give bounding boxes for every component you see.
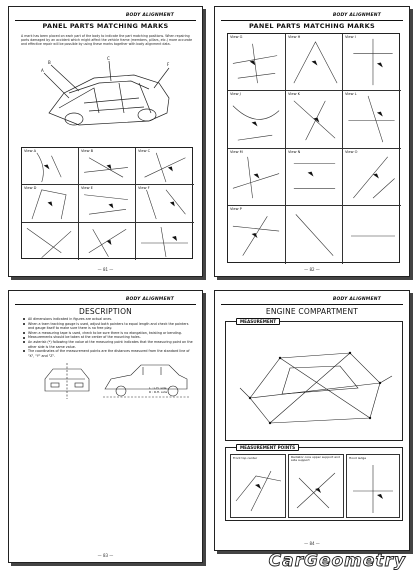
view-label: View M <box>230 150 243 154</box>
legend-item: R : R.H. side <box>149 389 168 394</box>
svg-text:B: B <box>48 60 51 65</box>
page-panel-marks-2 <box>214 6 410 277</box>
page-header <box>215 7 409 29</box>
point-detail <box>288 454 344 518</box>
engine-bay-diagram <box>230 328 398 436</box>
views-grid <box>21 147 193 259</box>
car-front-diagram <box>37 361 97 401</box>
page-title: PANEL PARTS MATCHING MARKS <box>42 22 169 30</box>
intro-paragraph: A mark has been placed on each part of the body to indicate the part matching positions. When repairing parts damaged by an accident which might affect the vehicle frame (members, pillars, etc.) more accurate and effective repair will be possible by using these marks together with body alignment data. <box>21 34 193 47</box>
view-cell <box>79 148 136 185</box>
page-title: ENGINE COMPARTMENT <box>265 307 359 316</box>
bullet-item: All dimensions indicated in figures are actual ones. <box>23 317 195 322</box>
point-detail <box>346 454 400 518</box>
description-bullets <box>23 317 195 358</box>
bullet-item: The coordinates of the measurement points are the distances measured from the standard line of "X", "Y" and "Z". <box>23 349 195 358</box>
view-cell <box>228 206 286 264</box>
measurement-panel <box>225 321 403 441</box>
section-label: BODY ALIGNMENT <box>125 13 174 18</box>
view-cell <box>22 148 79 185</box>
views-grid <box>227 33 400 263</box>
view-cell <box>343 34 401 91</box>
page-number: — 84 — <box>304 541 320 546</box>
view-label: View L <box>345 92 357 96</box>
page-number: — 81 — <box>97 267 114 272</box>
page-title: PANEL PARTS MATCHING MARKS <box>249 22 375 30</box>
bullet-item: An asterisk (*) following the value at the measuring point indicates that the measuring point on the other side is the same value. <box>23 340 195 349</box>
view-label: View D <box>24 186 37 190</box>
view-cell <box>343 91 401 149</box>
bullet-item: When a measuring tape is used, check to be sure there is no elongation, twisting or bending. <box>23 331 195 336</box>
legend-item: L : L.H. side <box>149 386 167 390</box>
view-cell <box>286 149 343 206</box>
point-label: Front top center <box>233 456 258 460</box>
view-cell <box>22 223 79 260</box>
view-label: View P <box>230 207 242 211</box>
page-description <box>8 290 203 563</box>
svg-text:C: C <box>107 56 110 61</box>
view-label: View F <box>138 186 150 190</box>
bullet-item: When a tram tracking gauge is used, adjust both pointers to equal length and check the pointers and gauge itself to make sure there is no free play. <box>23 322 195 331</box>
view-cell <box>286 91 343 149</box>
view-cell <box>136 223 194 260</box>
view-cell <box>228 91 286 149</box>
view-cell <box>343 206 401 264</box>
view-label: View O <box>345 150 358 154</box>
view-label: View C <box>138 149 151 153</box>
view-label: View B <box>81 149 94 153</box>
measurement-heading: MEASUREMENT <box>236 318 280 325</box>
header-rule <box>15 20 196 21</box>
section-label: BODY ALIGNMENT <box>332 13 381 18</box>
view-cell <box>228 149 286 206</box>
svg-text:A: A <box>41 68 44 73</box>
point-detail <box>230 454 286 518</box>
view-label: View G <box>230 35 243 39</box>
page-engine-compartment <box>214 290 410 551</box>
view-cell <box>136 148 194 185</box>
view-label: View J <box>230 92 241 96</box>
view-cell <box>22 185 79 223</box>
view-cell <box>228 34 286 91</box>
car-body-illustration <box>39 53 179 135</box>
page-panel-marks-1 <box>8 6 203 277</box>
view-cell <box>286 34 343 91</box>
view-label: View K <box>288 92 301 96</box>
view-label: View I <box>345 35 356 39</box>
section-label: BODY ALIGNMENT <box>125 297 174 302</box>
view-cell <box>79 185 136 223</box>
view-label: View A <box>24 149 37 153</box>
point-label: Radiator core upper support and side support <box>291 455 340 463</box>
header-rule <box>15 304 196 305</box>
measurement-points-panel <box>225 447 403 521</box>
bullet-item: Measurements should be taken at the center of the mounting holes. <box>23 335 195 340</box>
page-header <box>9 291 202 316</box>
site-watermark: CarGeometry <box>268 551 406 571</box>
view-label: View E <box>81 186 93 190</box>
view-label: View H <box>288 35 301 39</box>
section-label: BODY ALIGNMENT <box>332 297 381 302</box>
page-header <box>215 291 409 316</box>
view-cell <box>286 206 343 264</box>
view-cell <box>136 185 194 223</box>
svg-text:F: F <box>167 62 170 67</box>
view-cell <box>79 223 136 260</box>
header-rule <box>221 20 403 21</box>
side-legend <box>149 387 167 395</box>
car-side-diagram <box>101 361 191 401</box>
view-cell <box>343 149 401 206</box>
header-rule <box>221 304 403 305</box>
measurement-points-heading: MEASUREMENT POINTS <box>236 444 299 451</box>
page-header <box>9 7 202 29</box>
point-label: Hood ledge <box>349 456 367 460</box>
page-title: DESCRIPTION <box>79 307 132 316</box>
view-label: View N <box>288 150 301 154</box>
page-number: — 82 — <box>304 267 320 272</box>
page-number: — 83 — <box>97 553 114 558</box>
